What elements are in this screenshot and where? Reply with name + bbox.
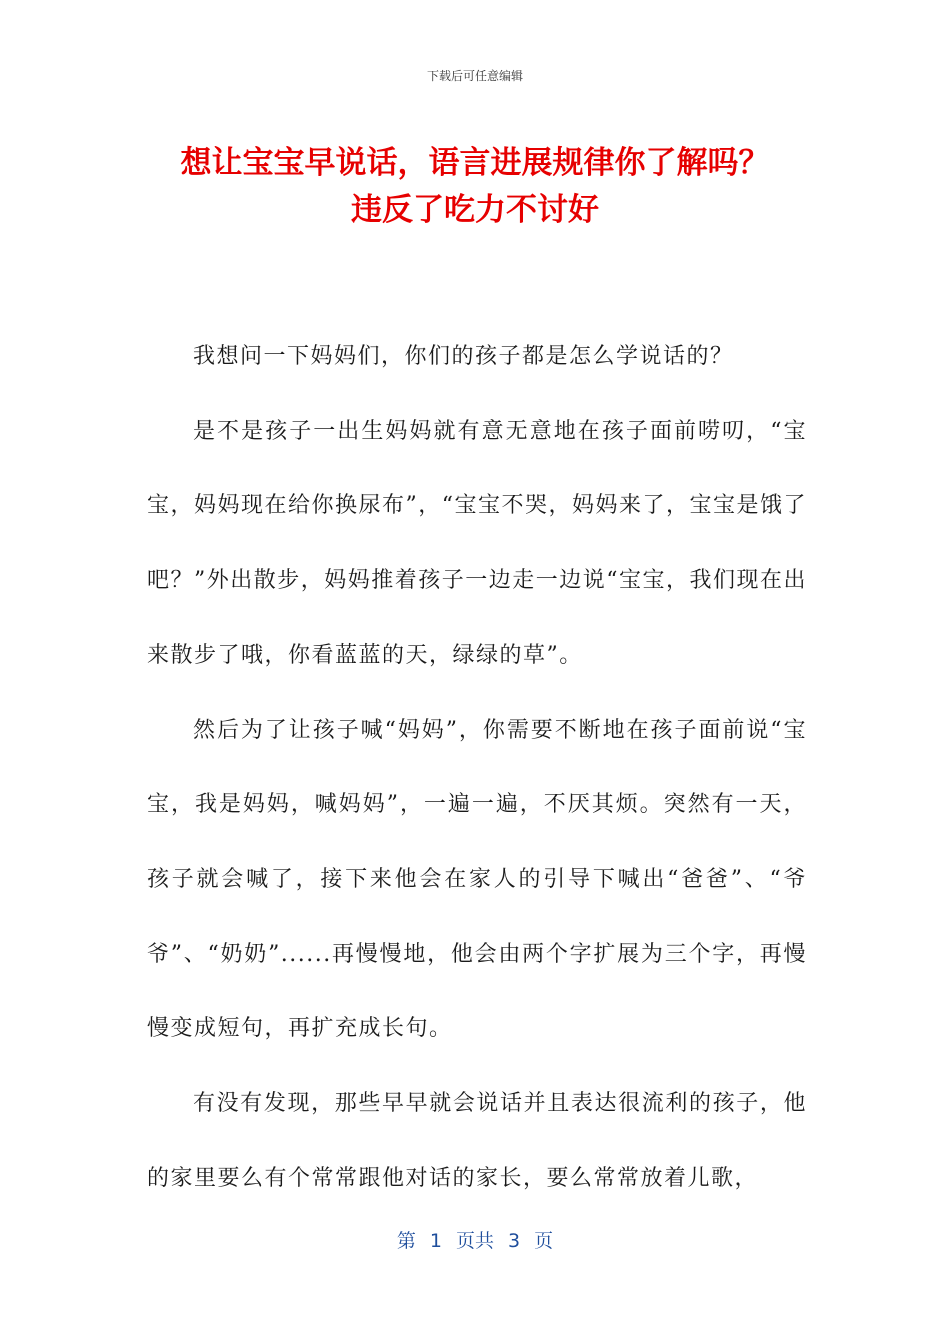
header-note: 下载后可任意编辑 <box>426 69 523 83</box>
paragraph-2: 是不是孩子一出生妈妈就有意无意地在孩子面前唠叨，“宝宝，妈妈现在给你换尿布”，“宝宝不哭，妈妈来了，宝宝是饿了吧？”外出散步，妈妈推着孩子一边走一边说“宝宝，我们现在出来散步了哦，你看蓝蓝的天，绿绿的草”。 <box>147 418 807 668</box>
title-line-1: 想让宝宝早说话，语言进展规律你了解吗？ <box>180 145 770 181</box>
paragraph-4: 有没有发现，那些早早就会说话并且表达很流利的孩子，他的家里要么有个常常跟他对话的家长，要么常常放着儿歌， <box>147 1091 807 1191</box>
article-body <box>147 320 807 1216</box>
document-title <box>60 140 890 234</box>
paragraph-1: 我想问一下妈妈们，你们的孩子都是怎么学说话的？ <box>193 344 734 369</box>
page-footer: 第 1 页共 3 页 <box>396 1230 554 1252</box>
paragraph-3: 然后为了让孩子喊“妈妈”，你需要不断地在孩子面前说“宝宝，我是妈妈，喊妈妈”，一遍一遍，不厌其烦。突然有一天，孩子就会喊了，接下来他会在家人的引导下喊出“爸爸”、“爷爷”、“奶奶”......再慢慢地，他会由两个字扩展为三个字，再慢慢变成短句，再扩充成长句。 <box>147 717 807 1042</box>
title-line-2: 违反了吃力不讨好 <box>351 192 599 228</box>
